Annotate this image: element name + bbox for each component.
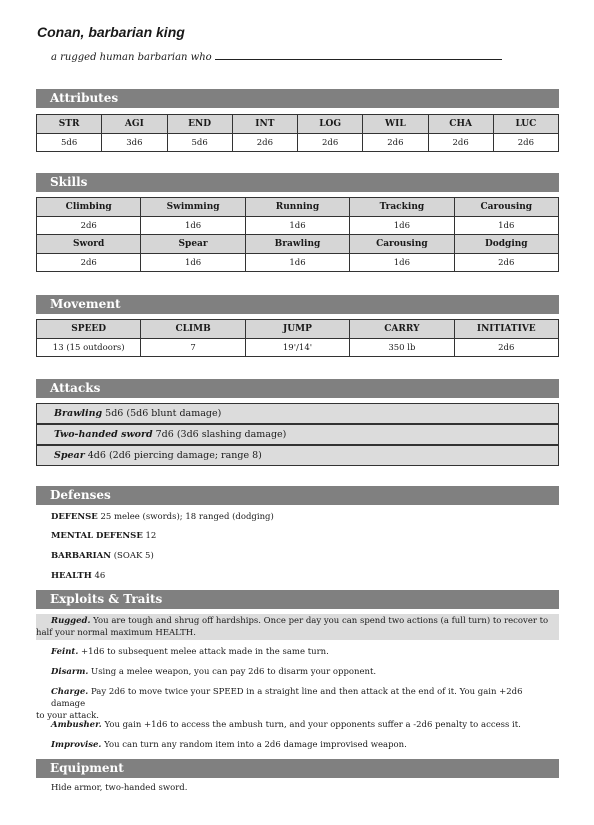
trait-name: Charge.	[51, 687, 89, 697]
trait-ambusher	[36, 719, 559, 731]
skill-header: Tracking	[350, 198, 454, 217]
attack-name: Brawling	[54, 408, 103, 419]
movement-value: 19'/14'	[245, 339, 349, 357]
trait-text: You are tough and shrug off hardships. Once per day you can spend two actions (a full turn) to recover to	[93, 616, 549, 626]
skill-value: 1d6	[245, 254, 349, 272]
attr-header: CHA	[428, 115, 493, 134]
description-blank-line	[215, 50, 502, 60]
movement-header: JUMP	[245, 320, 349, 339]
trait-text-cont: to your attack.	[36, 711, 99, 721]
skill-header: Running	[245, 198, 349, 217]
attr-header: END	[167, 115, 232, 134]
attr-header: LUC	[493, 115, 558, 134]
skill-value: 1d6	[141, 254, 245, 272]
movement-value: 13 (15 outdoors)	[37, 339, 141, 357]
character-description	[51, 50, 502, 63]
trait-text: Pay 2d6 to move twice your SPEED in a straight line and then attack at the end of it. You gain +2d6 damage	[51, 687, 523, 709]
health-line	[51, 571, 105, 581]
skill-header: Carousing	[454, 198, 558, 217]
defense-value: 12	[145, 531, 157, 541]
trait-name: Disarm.	[51, 667, 89, 677]
trait-rugged	[36, 614, 559, 640]
section-header-defenses: Defenses	[36, 486, 559, 505]
skill-value: 2d6	[454, 254, 558, 272]
mental-defense-line	[51, 531, 156, 541]
attr-header: STR	[37, 115, 102, 134]
trait-disarm	[36, 666, 559, 678]
description-text: a rugged human barbarian who	[51, 52, 212, 63]
defense-value: (SOAK 5)	[113, 551, 154, 561]
section-header-attacks: Attacks	[36, 379, 559, 398]
trait-feint	[36, 646, 559, 658]
attr-value: 2d6	[232, 134, 297, 152]
attack-row	[36, 403, 559, 424]
skill-value: 2d6	[37, 217, 141, 235]
skill-value: 1d6	[350, 254, 454, 272]
defense-value: 25 melee (swords); 18 ranged (dodging)	[100, 512, 274, 522]
defense-label: MENTAL DEFENSE	[51, 531, 143, 541]
attr-header: WIL	[363, 115, 428, 134]
defense-label: DEFENSE	[51, 512, 98, 522]
movement-header: CARRY	[350, 320, 454, 339]
movement-header: CLIMB	[141, 320, 245, 339]
trait-name: Ambusher.	[51, 720, 102, 730]
defense-line	[51, 512, 274, 522]
attack-row	[36, 424, 559, 445]
trait-text: Using a melee weapon, you can pay 2d6 to disarm your opponent.	[91, 667, 377, 677]
attack-row	[36, 445, 559, 466]
movement-value: 7	[141, 339, 245, 357]
attr-value: 2d6	[493, 134, 558, 152]
attr-header: AGI	[102, 115, 167, 134]
skill-header: Carousing	[350, 235, 454, 254]
section-header-skills: Skills	[36, 173, 559, 192]
attr-header: INT	[232, 115, 297, 134]
skill-header: Brawling	[245, 235, 349, 254]
skill-header: Swimming	[141, 198, 245, 217]
trait-name: Improvise.	[51, 740, 102, 750]
skill-value: 1d6	[141, 217, 245, 235]
section-header-exploits: Exploits & Traits	[36, 590, 559, 609]
attributes-table	[36, 114, 559, 152]
defense-value: 46	[94, 571, 106, 581]
skill-header: Dodging	[454, 235, 558, 254]
attr-value: 2d6	[298, 134, 363, 152]
character-name: Conan, barbarian king	[37, 24, 185, 40]
skill-value: 1d6	[454, 217, 558, 235]
attack-detail: 4d6 (2d6 piercing damage; range 8)	[87, 450, 262, 461]
trait-name: Rugged.	[51, 616, 91, 626]
trait-text: +1d6 to subsequent melee attack made in the same turn.	[80, 647, 329, 657]
attack-detail: 5d6 (5d6 blunt damage)	[105, 408, 222, 419]
movement-header: INITIATIVE	[454, 320, 558, 339]
section-header-movement: Movement	[36, 295, 559, 314]
defense-label: BARBARIAN	[51, 551, 112, 561]
equipment-text: Hide armor, two-handed sword.	[51, 783, 188, 793]
attr-value: 3d6	[102, 134, 167, 152]
barbarian-soak-line	[51, 551, 154, 561]
trait-text: You can turn any random item into a 2d6 damage improvised weapon.	[101, 740, 407, 750]
movement-header: SPEED	[37, 320, 141, 339]
attr-header: LOG	[298, 115, 363, 134]
defense-label: HEALTH	[51, 571, 92, 581]
movement-table	[36, 319, 559, 357]
trait-charge	[36, 686, 559, 722]
trait-name: Feint.	[51, 647, 79, 657]
skill-value: 1d6	[245, 217, 349, 235]
trait-text-cont: half your normal maximum HEALTH.	[36, 628, 196, 638]
skill-value: 1d6	[350, 217, 454, 235]
attack-name: Spear	[54, 450, 85, 461]
attr-value: 2d6	[363, 134, 428, 152]
skill-header: Sword	[37, 235, 141, 254]
section-header-attributes: Attributes	[36, 89, 559, 108]
attack-name: Two-handed sword	[54, 429, 153, 440]
attack-detail: 7d6 (3d6 slashing damage)	[155, 429, 287, 440]
trait-improvise	[36, 739, 559, 751]
section-header-equipment: Equipment	[36, 759, 559, 778]
attr-value: 5d6	[37, 134, 102, 152]
attr-value: 5d6	[167, 134, 232, 152]
skill-header: Climbing	[37, 198, 141, 217]
movement-value: 2d6	[454, 339, 558, 357]
attr-value: 2d6	[428, 134, 493, 152]
skill-value: 2d6	[37, 254, 141, 272]
skill-header: Spear	[141, 235, 245, 254]
trait-text: You gain +1d6 to access the ambush turn, and your opponents suffer a -2d6 penalty to access it.	[104, 720, 521, 730]
movement-value: 350 lb	[350, 339, 454, 357]
skills-table	[36, 197, 559, 272]
